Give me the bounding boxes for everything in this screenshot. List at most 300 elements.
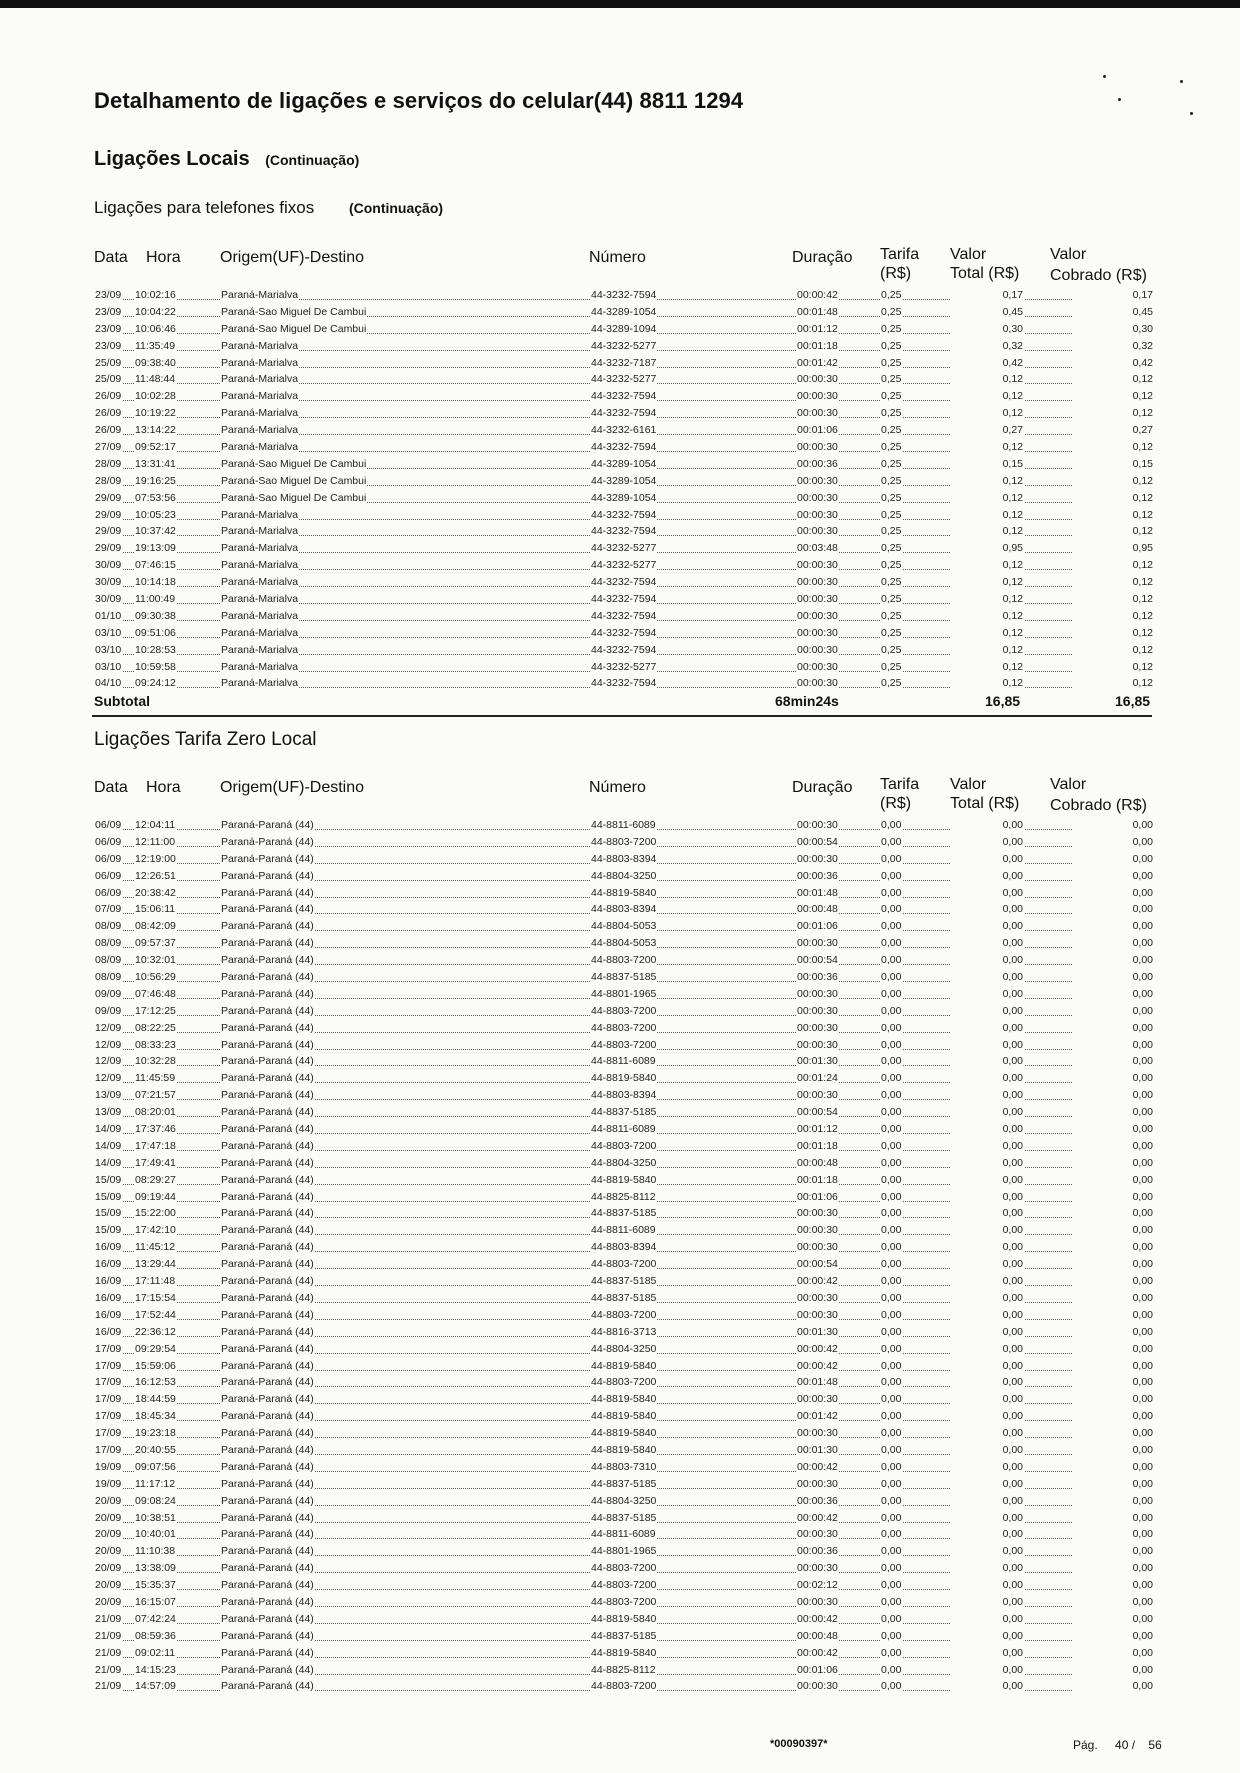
cell-number: 44-3289-1094 xyxy=(591,322,657,335)
cell-duration: 00:01:06 xyxy=(797,424,838,437)
cell-time: 09:51:06 xyxy=(135,626,176,639)
cell-origin-destination: Paraná-Marialva xyxy=(221,559,299,572)
cell-charged: 0,00 xyxy=(1072,1139,1154,1153)
cell-duration: 00:00:30 xyxy=(797,1038,838,1051)
table-row xyxy=(0,1560,1240,1577)
cell-time: 22:36:12 xyxy=(135,1325,176,1338)
cell-time: 19:16:25 xyxy=(135,474,176,487)
cell-number: 44-8811-6089 xyxy=(591,1055,656,1068)
cell-time: 10:06:46 xyxy=(135,322,176,335)
cell-date: 16/09 xyxy=(95,1241,122,1254)
cell-total: 0,12 xyxy=(950,575,1024,589)
table-row xyxy=(0,659,1240,676)
table-row xyxy=(0,371,1240,388)
cell-origin-destination: Paraná-Paraná (44) xyxy=(221,987,314,1000)
cell-duration: 00:00:30 xyxy=(797,508,838,521)
col-valor-total-header: Valor xyxy=(950,246,987,263)
cell-charged: 0,00 xyxy=(1072,1612,1154,1626)
cell-date: 13/09 xyxy=(95,1089,122,1102)
cell-duration: 00:00:42 xyxy=(797,1646,838,1659)
cell-number: 44-8801-1965 xyxy=(591,1545,657,1558)
cell-rate: 0,25 xyxy=(881,305,902,318)
cell-origin-destination: Paraná-Marialva xyxy=(221,356,299,369)
cell-duration: 00:00:36 xyxy=(797,1494,838,1507)
cell-rate: 0,25 xyxy=(881,289,902,301)
cell-origin-destination: Paraná-Paraná (44) xyxy=(221,1477,314,1490)
cell-charged: 0,45 xyxy=(1072,305,1154,319)
cell-origin-destination: Paraná-Sao Miguel De Cambui xyxy=(221,322,367,335)
table-row xyxy=(0,1543,1240,1560)
cell-time: 10:05:23 xyxy=(135,508,176,521)
cell-total: 0,45 xyxy=(950,305,1024,319)
table-row xyxy=(0,851,1240,868)
cell-time: 17:15:54 xyxy=(135,1291,176,1304)
cell-rate: 0,25 xyxy=(881,542,902,555)
cell-date: 06/09 xyxy=(95,819,122,831)
cell-date: 16/09 xyxy=(95,1308,122,1321)
cell-charged: 0,00 xyxy=(1072,1088,1154,1102)
cell-origin-destination: Paraná-Paraná (44) xyxy=(221,1528,314,1541)
cell-total: 0,12 xyxy=(950,508,1024,522)
col-tarifa-header: Tarifa xyxy=(880,246,920,263)
cell-total: 0,00 xyxy=(950,1375,1024,1389)
table-header xyxy=(0,776,1240,822)
cell-date: 29/09 xyxy=(95,542,122,555)
cell-rate: 0,00 xyxy=(881,1410,902,1423)
cell-duration: 00:02:12 xyxy=(797,1579,838,1592)
cell-duration: 00:01:06 xyxy=(797,1190,838,1203)
cell-time: 07:53:56 xyxy=(135,491,176,504)
cell-date: 14/09 xyxy=(95,1123,122,1136)
cell-date: 28/09 xyxy=(95,457,122,470)
cell-duration: 00:00:30 xyxy=(797,1680,838,1693)
cell-duration: 00:01:24 xyxy=(797,1072,838,1085)
cell-total: 0,00 xyxy=(950,1291,1024,1305)
cell-origin-destination: Paraná-Marialva xyxy=(221,289,299,301)
cell-charged: 0,30 xyxy=(1072,322,1154,336)
table-row xyxy=(0,1273,1240,1290)
cell-date: 09/09 xyxy=(95,987,122,1000)
cell-origin-destination: Paraná-Sao Miguel De Cambui xyxy=(221,491,367,504)
cell-date: 15/09 xyxy=(95,1190,122,1203)
cell-date: 17/09 xyxy=(95,1393,122,1406)
subsection-title xyxy=(94,198,443,218)
cell-number: 44-3232-7594 xyxy=(591,677,657,690)
cell-charged: 0,00 xyxy=(1072,1511,1154,1525)
cell-charged: 0,42 xyxy=(1072,356,1154,370)
cell-duration: 00:01:12 xyxy=(797,1123,838,1136)
cell-date: 17/09 xyxy=(95,1359,122,1372)
cell-rate: 0,00 xyxy=(881,1528,902,1541)
cell-origin-destination: Paraná-Marialva xyxy=(221,508,299,521)
cell-rate: 0,00 xyxy=(881,1443,902,1456)
col-duracao-header: Duração xyxy=(792,249,853,266)
cell-total: 0,12 xyxy=(950,491,1024,505)
cell-time: 16:15:07 xyxy=(135,1595,176,1608)
cell-date: 21/09 xyxy=(95,1646,122,1659)
cell-time: 09:57:37 xyxy=(135,937,176,950)
page-title: Detalhamento de ligações e serviços do celular(44) 8811 1294 xyxy=(94,88,744,113)
cell-time: 17:37:46 xyxy=(135,1123,176,1136)
cell-rate: 0,00 xyxy=(881,1241,902,1254)
cell-date: 29/09 xyxy=(95,525,122,538)
cell-origin-destination: Paraná-Sao Miguel De Cambui xyxy=(221,474,367,487)
cell-date: 20/09 xyxy=(95,1579,122,1592)
cell-rate: 0,00 xyxy=(881,1562,902,1575)
cell-time: 11:35:49 xyxy=(135,339,176,352)
cell-charged: 0,00 xyxy=(1072,1409,1154,1423)
cell-date: 28/09 xyxy=(95,474,122,487)
cell-number: 44-8803-7200 xyxy=(591,1680,657,1693)
table-row xyxy=(0,1611,1240,1628)
cell-total: 0,00 xyxy=(950,1679,1024,1693)
cell-date: 26/09 xyxy=(95,407,122,420)
cell-total: 0,00 xyxy=(950,1105,1024,1119)
cell-number: 44-8811-6089 xyxy=(591,1528,656,1541)
table-row xyxy=(0,1510,1240,1527)
cell-time: 19:13:09 xyxy=(135,542,176,555)
cell-duration: 00:01:42 xyxy=(797,1410,838,1423)
cell-number: 44-8816-3713 xyxy=(591,1325,657,1338)
cell-time: 08:42:09 xyxy=(135,920,176,933)
cell-duration: 00:00:48 xyxy=(797,903,838,916)
cell-total: 0,00 xyxy=(950,1359,1024,1373)
cell-date: 21/09 xyxy=(95,1663,122,1676)
cell-time: 09:52:17 xyxy=(135,441,176,454)
cell-time: 20:38:42 xyxy=(135,886,176,899)
cell-duration: 00:00:30 xyxy=(797,1562,838,1575)
table-row xyxy=(0,1138,1240,1155)
cell-origin-destination: Paraná-Paraná (44) xyxy=(221,1021,314,1034)
table-row xyxy=(0,1391,1240,1408)
cell-total: 0,00 xyxy=(950,936,1024,950)
cell-date: 06/09 xyxy=(95,852,122,865)
cell-duration: 00:01:18 xyxy=(797,1173,838,1186)
cell-date: 15/09 xyxy=(95,1224,122,1237)
cell-charged: 0,00 xyxy=(1072,1342,1154,1356)
page-label: Pág. xyxy=(1073,1738,1098,1752)
cell-date: 21/09 xyxy=(95,1680,122,1693)
cell-time: 10:56:29 xyxy=(135,971,176,984)
cell-origin-destination: Paraná-Paraná (44) xyxy=(221,1207,314,1220)
cell-time: 11:10:38 xyxy=(135,1545,176,1558)
cell-date: 20/09 xyxy=(95,1595,122,1608)
cell-duration: 00:00:42 xyxy=(797,1612,838,1625)
cell-duration: 00:00:30 xyxy=(797,609,838,622)
cell-number: 44-8803-7200 xyxy=(591,1021,657,1034)
cell-date: 19/09 xyxy=(95,1460,122,1473)
cell-rate: 0,25 xyxy=(881,457,902,470)
cell-time: 12:19:00 xyxy=(135,852,176,865)
cell-time: 09:38:40 xyxy=(135,356,176,369)
cell-rate: 0,00 xyxy=(881,835,902,848)
cell-duration: 00:00:30 xyxy=(797,1224,838,1237)
cell-number: 44-8801-1965 xyxy=(591,987,657,1000)
section-continuation: (Continuação) xyxy=(265,152,360,168)
cell-rate: 0,00 xyxy=(881,886,902,899)
cell-rate: 0,25 xyxy=(881,660,902,673)
subtotal-row xyxy=(0,691,1240,713)
cell-charged: 0,00 xyxy=(1072,886,1154,900)
cell-total: 0,00 xyxy=(950,970,1024,984)
cell-total: 0,00 xyxy=(950,1561,1024,1575)
cell-date: 25/09 xyxy=(95,373,122,386)
cell-origin-destination: Paraná-Paraná (44) xyxy=(221,1359,314,1372)
cell-rate: 0,25 xyxy=(881,322,902,335)
cell-date: 13/09 xyxy=(95,1106,122,1119)
cell-total: 0,12 xyxy=(950,389,1024,403)
cell-date: 23/09 xyxy=(95,339,122,352)
cell-origin-destination: Paraná-Paraná (44) xyxy=(221,1038,314,1051)
cell-charged: 0,00 xyxy=(1072,1392,1154,1406)
cell-rate: 0,00 xyxy=(881,1494,902,1507)
table-row xyxy=(0,834,1240,851)
cell-time: 13:31:41 xyxy=(135,457,176,470)
cell-number: 44-3232-7594 xyxy=(591,576,657,589)
cell-date: 04/10 xyxy=(95,677,122,690)
table-row xyxy=(0,473,1240,490)
cell-rate: 0,00 xyxy=(881,1325,902,1338)
cell-total: 0,00 xyxy=(950,1274,1024,1288)
cell-origin-destination: Paraná-Paraná (44) xyxy=(221,971,314,984)
cell-origin-destination: Paraná-Paraná (44) xyxy=(221,1579,314,1592)
cell-total: 0,00 xyxy=(950,1071,1024,1085)
cell-origin-destination: Paraná-Paraná (44) xyxy=(221,1595,314,1608)
cell-number: 44-8819-5840 xyxy=(591,1173,657,1186)
cell-rate: 0,00 xyxy=(881,1579,902,1592)
cell-duration: 00:00:30 xyxy=(797,643,838,656)
cell-total: 0,30 xyxy=(950,322,1024,336)
col-tarifa-unit-header: (R$) xyxy=(880,795,912,812)
cell-origin-destination: Paraná-Paraná (44) xyxy=(221,1562,314,1575)
cell-date: 30/09 xyxy=(95,559,122,572)
table-row xyxy=(0,1358,1240,1375)
cell-total: 0,00 xyxy=(950,1494,1024,1508)
cell-duration: 00:00:42 xyxy=(797,1359,838,1372)
cell-rate: 0,00 xyxy=(881,1376,902,1389)
cell-charged: 0,00 xyxy=(1072,1274,1154,1288)
col-hora-header: Hora xyxy=(146,779,181,796)
cell-charged: 0,00 xyxy=(1072,1105,1154,1119)
table-row xyxy=(0,388,1240,405)
cell-date: 20/09 xyxy=(95,1511,122,1524)
cell-time: 10:28:53 xyxy=(135,643,176,656)
cell-date: 09/09 xyxy=(95,1004,122,1017)
table-row xyxy=(0,1037,1240,1054)
cell-origin-destination: Paraná-Paraná (44) xyxy=(221,1106,314,1119)
cell-time: 10:32:28 xyxy=(135,1055,176,1068)
cell-origin-destination: Paraná-Sao Miguel De Cambui xyxy=(221,457,367,470)
cell-time: 09:30:38 xyxy=(135,609,176,622)
cell-origin-destination: Paraná-Marialva xyxy=(221,609,299,622)
cell-duration: 00:00:30 xyxy=(797,441,838,454)
cell-rate: 0,00 xyxy=(881,1545,902,1558)
cell-date: 29/09 xyxy=(95,508,122,521)
cell-charged: 0,00 xyxy=(1072,1021,1154,1035)
cell-duration: 00:00:30 xyxy=(797,1004,838,1017)
cell-total: 0,00 xyxy=(950,1544,1024,1558)
cell-total: 0,00 xyxy=(950,1173,1024,1187)
cell-number: 44-3232-5277 xyxy=(591,542,657,555)
cell-total: 0,12 xyxy=(950,643,1024,657)
cell-number: 44-3232-7594 xyxy=(591,441,657,454)
cell-charged: 0,00 xyxy=(1072,1561,1154,1575)
cell-number: 44-8825-8112 xyxy=(591,1190,656,1203)
table-row xyxy=(0,817,1240,834)
cell-number: 44-8819-5840 xyxy=(591,1072,657,1085)
cell-origin-destination: Paraná-Paraná (44) xyxy=(221,1427,314,1440)
cell-rate: 0,00 xyxy=(881,1106,902,1119)
cell-origin-destination: Paraná-Marialva xyxy=(221,643,299,656)
cell-duration: 00:00:30 xyxy=(797,937,838,950)
cell-rate: 0,25 xyxy=(881,390,902,403)
cell-charged: 0,32 xyxy=(1072,339,1154,353)
table-row xyxy=(0,1493,1240,1510)
cell-origin-destination: Paraná-Paraná (44) xyxy=(221,1494,314,1507)
cell-number: 44-3232-7594 xyxy=(591,593,657,606)
cell-duration: 00:00:42 xyxy=(797,1342,838,1355)
cell-time: 07:46:15 xyxy=(135,559,176,572)
cell-rate: 0,00 xyxy=(881,1477,902,1490)
cell-charged: 0,00 xyxy=(1072,919,1154,933)
cell-time: 09:02:11 xyxy=(135,1646,176,1659)
cell-total: 0,00 xyxy=(950,1342,1024,1356)
cell-total: 0,12 xyxy=(950,626,1024,640)
cell-time: 07:46:48 xyxy=(135,987,176,1000)
cell-duration: 00:01:06 xyxy=(797,1663,838,1676)
cell-time: 18:45:34 xyxy=(135,1410,176,1423)
cell-duration: 00:01:06 xyxy=(797,920,838,933)
cell-duration: 00:00:30 xyxy=(797,373,838,386)
cell-charged: 0,12 xyxy=(1072,524,1154,538)
table-row xyxy=(0,1594,1240,1611)
subtotal-charged: 16,85 xyxy=(1115,693,1151,709)
cell-time: 12:26:51 xyxy=(135,869,176,882)
cell-total: 0,00 xyxy=(950,1240,1024,1254)
cell-total: 0,12 xyxy=(950,474,1024,488)
cell-origin-destination: Paraná-Paraná (44) xyxy=(221,1089,314,1102)
cell-charged: 0,12 xyxy=(1072,626,1154,640)
cell-rate: 0,00 xyxy=(881,1663,902,1676)
section-title-text: Ligações Locais xyxy=(94,148,250,170)
cell-rate: 0,25 xyxy=(881,356,902,369)
cell-rate: 0,25 xyxy=(881,424,902,437)
cell-time: 18:44:59 xyxy=(135,1393,176,1406)
col-valor-total-sub-header: Total (R$) xyxy=(950,265,1020,282)
calls-table-zero xyxy=(0,817,1240,1695)
cell-total: 0,32 xyxy=(950,339,1024,353)
section-title xyxy=(94,148,359,171)
cell-duration: 00:00:48 xyxy=(797,1156,838,1169)
cell-origin-destination: Paraná-Paraná (44) xyxy=(221,1410,314,1423)
cell-rate: 0,25 xyxy=(881,643,902,656)
cell-total: 0,27 xyxy=(950,423,1024,437)
cell-total: 0,00 xyxy=(950,1578,1024,1592)
cell-rate: 0,00 xyxy=(881,1393,902,1406)
table-row xyxy=(0,523,1240,540)
cell-rate: 0,00 xyxy=(881,1342,902,1355)
cell-total: 0,12 xyxy=(950,524,1024,538)
cell-rate: 0,00 xyxy=(881,1680,902,1693)
cell-rate: 0,00 xyxy=(881,1258,902,1271)
table-header xyxy=(0,246,1240,292)
cell-origin-destination: Paraná-Paraná (44) xyxy=(221,1646,314,1659)
table-row xyxy=(0,675,1240,692)
cell-rate: 0,25 xyxy=(881,491,902,504)
cell-origin-destination: Paraná-Paraná (44) xyxy=(221,1342,314,1355)
cell-origin-destination: Paraná-Paraná (44) xyxy=(221,1224,314,1237)
table-row xyxy=(0,540,1240,557)
cell-charged: 0,12 xyxy=(1072,508,1154,522)
cell-total: 0,00 xyxy=(950,1122,1024,1136)
table-row xyxy=(0,1020,1240,1037)
cell-number: 44-3232-7594 xyxy=(591,525,657,538)
cell-duration: 00:00:36 xyxy=(797,971,838,984)
cell-date: 12/09 xyxy=(95,1021,122,1034)
table-row xyxy=(0,439,1240,456)
cell-rate: 0,00 xyxy=(881,1359,902,1372)
cell-rate: 0,00 xyxy=(881,1291,902,1304)
cell-number: 44-8819-5840 xyxy=(591,1359,657,1372)
cell-total: 0,00 xyxy=(950,869,1024,883)
table-row xyxy=(0,885,1240,902)
cell-number: 44-3289-1054 xyxy=(591,491,657,504)
table-row xyxy=(0,1205,1240,1222)
subtotal-total: 16,85 xyxy=(985,693,1021,709)
cell-origin-destination: Paraná-Paraná (44) xyxy=(221,1393,314,1406)
cell-date: 17/09 xyxy=(95,1342,122,1355)
cell-date: 21/09 xyxy=(95,1629,122,1642)
cell-date: 01/10 xyxy=(95,609,122,622)
cell-origin-destination: Paraná-Marialva xyxy=(221,576,299,589)
cell-number: 44-8803-7200 xyxy=(591,1579,657,1592)
cell-date: 20/09 xyxy=(95,1545,122,1558)
cell-rate: 0,25 xyxy=(881,559,902,572)
cell-duration: 00:00:42 xyxy=(797,1275,838,1288)
cell-duration: 00:01:48 xyxy=(797,1376,838,1389)
cell-origin-destination: Paraná-Paraná (44) xyxy=(221,1545,314,1558)
cell-total: 0,00 xyxy=(950,1308,1024,1322)
cell-date: 03/10 xyxy=(95,643,122,656)
cell-number: 44-8804-3250 xyxy=(591,1156,657,1169)
subsection-continuation: (Continuação) xyxy=(348,200,444,216)
cell-number: 44-3289-1054 xyxy=(591,457,657,470)
cell-number: 44-8811-6089 xyxy=(591,819,656,831)
table-row xyxy=(0,986,1240,1003)
cell-number: 44-8804-5053 xyxy=(591,920,657,933)
table-row xyxy=(0,574,1240,591)
cell-duration: 00:00:30 xyxy=(797,1528,838,1541)
cell-duration: 00:00:30 xyxy=(797,474,838,487)
cell-charged: 0,12 xyxy=(1072,440,1154,454)
cell-number: 44-3232-5277 xyxy=(591,559,657,572)
cell-number: 44-3232-7594 xyxy=(591,643,657,656)
cell-rate: 0,00 xyxy=(881,819,902,831)
table-row xyxy=(0,557,1240,574)
cell-charged: 0,00 xyxy=(1072,1038,1154,1052)
cell-number: 44-8819-5840 xyxy=(591,886,657,899)
cell-rate: 0,25 xyxy=(881,373,902,386)
cell-origin-destination: Paraná-Paraná (44) xyxy=(221,1291,314,1304)
cell-charged: 0,00 xyxy=(1072,1190,1154,1204)
cell-date: 30/09 xyxy=(95,593,122,606)
table-row xyxy=(0,1628,1240,1645)
cell-number: 44-8803-8394 xyxy=(591,1089,657,1102)
cell-origin-destination: Paraná-Paraná (44) xyxy=(221,1072,314,1085)
cell-number: 44-3232-5277 xyxy=(591,339,657,352)
cell-duration: 00:01:30 xyxy=(797,1325,838,1338)
cell-total: 0,00 xyxy=(950,1527,1024,1541)
